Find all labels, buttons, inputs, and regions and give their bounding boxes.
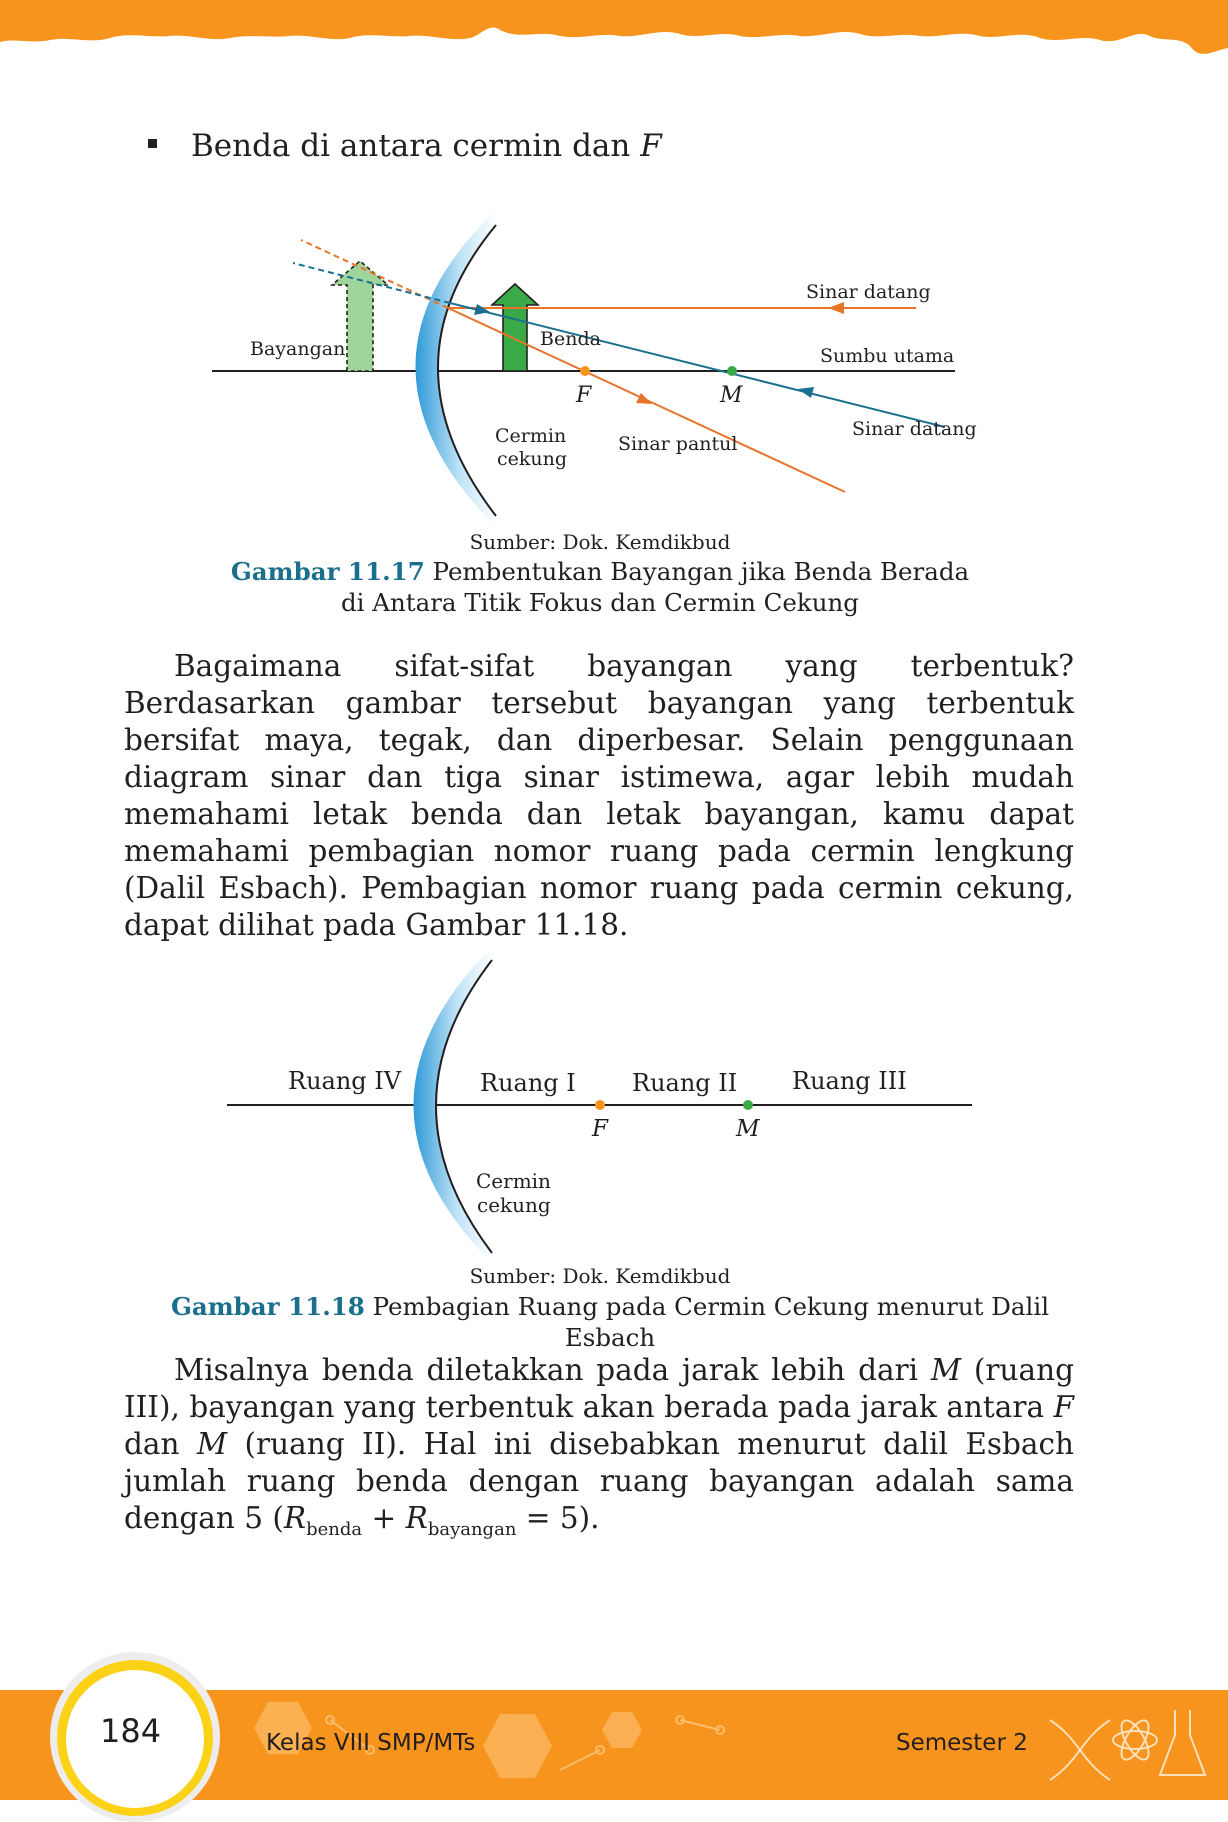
label-point-f-2: F [592, 1116, 608, 1142]
ray-arrowhead-icon [828, 302, 844, 314]
label-ruang-ii: Ruang II [632, 1069, 738, 1097]
paragraph-1 [124, 648, 1074, 944]
label-benda: Benda [540, 328, 601, 350]
label-sinar-datang-bottom: Sinar datang [852, 418, 977, 440]
figure1-caption [150, 556, 1050, 618]
label-bayangan: Bayangan [250, 338, 346, 360]
label-cekung: cekung [497, 448, 568, 470]
figure1-caption-line2: di Antara Titik Fokus dan Cermin Cekung [340, 588, 859, 617]
figure1-caption-label: Gambar 11.17 [230, 557, 425, 586]
label-cermin-2: Cermin [476, 1169, 551, 1193]
label-sinar-datang-top: Sinar datang [806, 281, 931, 303]
label-point-m-2: M [736, 1116, 760, 1142]
bullet-variable: F [640, 128, 662, 164]
label-ruang-iv: Ruang IV [288, 1067, 402, 1095]
label-ruang-i: Ruang I [480, 1069, 576, 1097]
label-cekung-2: cekung [477, 1193, 551, 1217]
label-point-m: M [720, 383, 743, 408]
label-point-f: F [576, 383, 592, 408]
ray-arrowhead-icon [798, 387, 814, 398]
label-cermin: Cermin [495, 425, 567, 447]
footer-book-title: Kelas VIII SMP/MTs [266, 1730, 476, 1756]
center-point-dot [727, 366, 737, 376]
object-arrow [492, 284, 538, 371]
label-ruang-iii: Ruang III [792, 1067, 907, 1095]
top-banner [0, 0, 1228, 70]
figure-11-18 [220, 945, 980, 1265]
bullet-text: Benda di antara cermin dan [191, 128, 641, 164]
footer-semester: Semester 2 [896, 1730, 1028, 1756]
figure2-source: Sumber: Dok. Kemdikbud [469, 1264, 731, 1288]
concave-mirror [416, 210, 497, 525]
ray-arrowhead-icon [636, 393, 652, 404]
label-sumbu-utama: Sumbu utama [820, 345, 955, 367]
figure2-caption-text: Pembagian Ruang pada Cermin Cekung menurut Dalil Esbach [364, 1292, 1050, 1352]
bullet-item [148, 128, 662, 164]
focal-point-dot-2 [595, 1100, 605, 1110]
figure2-caption-label: Gambar 11.18 [170, 1292, 365, 1321]
figure-11-17 [200, 205, 990, 525]
figure1-source: Sumber: Dok. Kemdikbud [469, 530, 731, 554]
center-point-dot-2 [743, 1100, 753, 1110]
figure2-caption [140, 1291, 1080, 1353]
label-sinar-pantul: Sinar pantul [618, 433, 738, 455]
paragraph-2 [124, 1352, 1074, 1548]
page-number: 184 [100, 1712, 162, 1750]
paragraph-1-text: Bagaimana sifat-sifat bayangan yang terbentuk? Berdasarkan gambar tersebut bayangan yang terbentuk bersifat maya, tegak, dan diperbesar. Selain penggunaan diagram sinar dan tiga sinar istimewa, agar lebih mudah memahami letak benda dan letak bayangan, kamu dapat memahami pembagian nomor ruang pada cermin lengkung (Dalil Esbach). Pembagian nomor ruang pada cermin cekung, dapat dilihat pada Gambar 11.18. [124, 649, 1074, 942]
paragraph-2-text: Misalnya benda diletakkan pada jarak lebih dari M (ruang III), bayangan yang terbentuk akan berada pada jarak antara F dan M (ruang II). Hal ini disebabkan menurut dalil Esbach jumlah ruang benda dengan ruang bayangan adalah sama dengan 5 $(R_{benda} + R_{bayangan} = 5)$. [124, 1353, 1074, 1540]
focal-point-dot [580, 366, 590, 376]
bullet-square-icon [148, 139, 157, 148]
figure1-caption-line1: Pembentukan Bayangan jika Benda Berada [424, 557, 970, 586]
